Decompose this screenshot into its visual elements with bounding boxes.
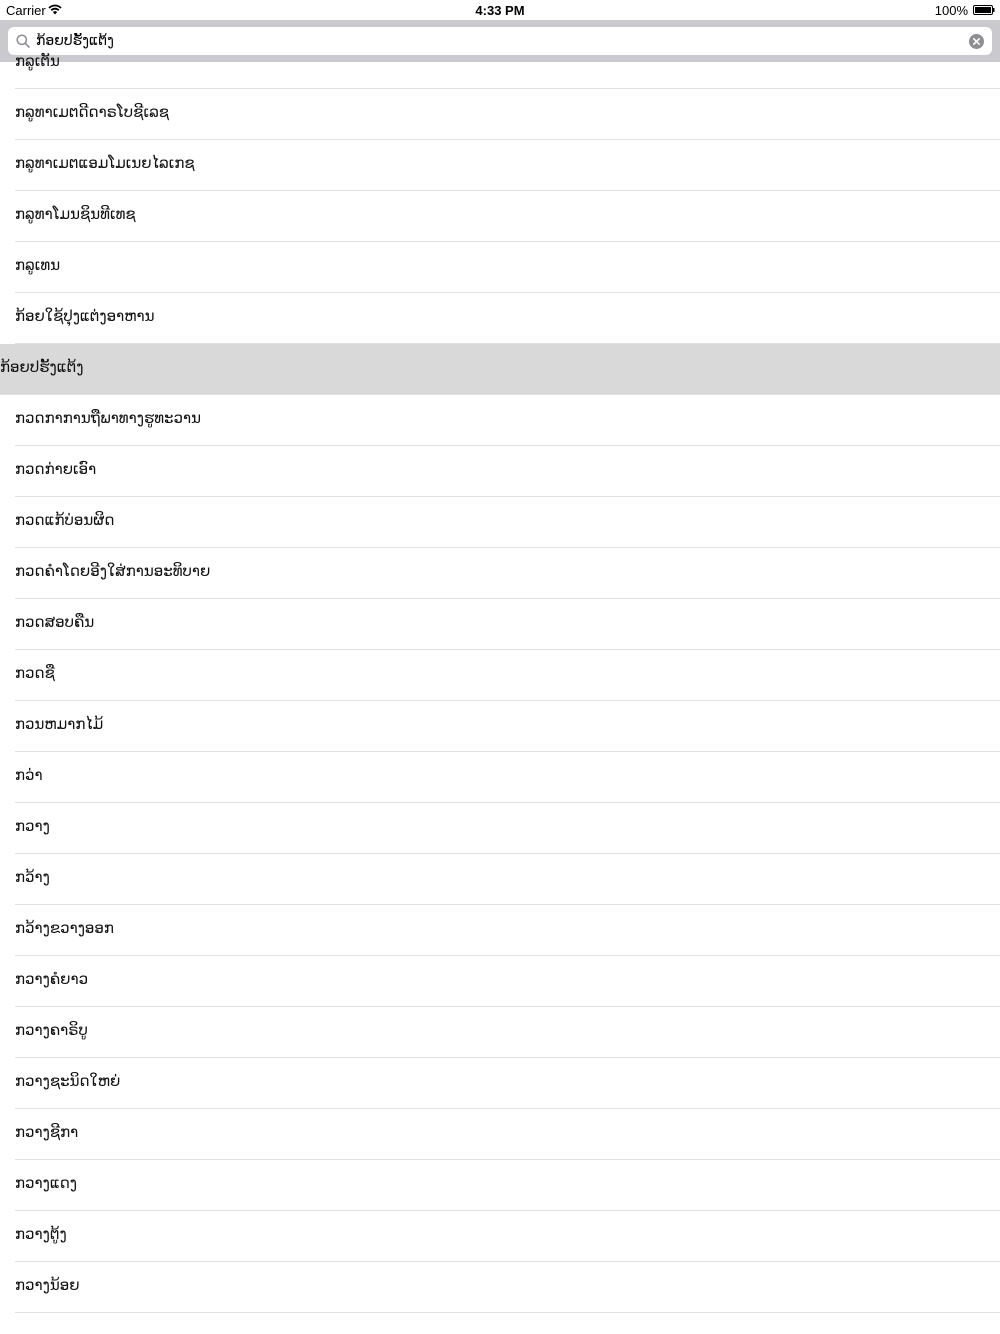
list-item-label: ກວາງຕູ້ງ xyxy=(15,1225,67,1243)
list-item-selected[interactable] xyxy=(0,344,1000,395)
list-item-label: ກລູທາເມຕດີດາຣໂບຊີເລຊ xyxy=(15,103,170,121)
results-list-items xyxy=(0,38,1000,1313)
list-item-label: ກວາງຊະນິດໃຫຍ່ xyxy=(15,1072,121,1090)
list-item-label: ກວດກ່າຍເອົາ xyxy=(15,460,97,478)
list-item-label: ກວດຊື xyxy=(15,664,55,682)
list-item[interactable] xyxy=(15,89,1000,140)
list-item[interactable] xyxy=(15,293,1000,344)
list-item[interactable] xyxy=(15,1058,1000,1109)
list-item[interactable] xyxy=(15,446,1000,497)
list-item-label: ກວາງແດງ xyxy=(15,1174,77,1192)
status-bar xyxy=(0,0,1000,20)
battery-percentage: 100% xyxy=(934,3,968,18)
list-item[interactable] xyxy=(15,191,1000,242)
list-item-label: ກລູເທນ xyxy=(15,256,61,274)
carrier-label: Carrier xyxy=(6,3,46,18)
list-item-label: ກວ້າງຂວາງອອກ xyxy=(15,919,114,937)
list-item-label: ກວ້າງ xyxy=(15,868,50,886)
list-item[interactable] xyxy=(15,650,1000,701)
list-item[interactable] xyxy=(15,599,1000,650)
list-item[interactable] xyxy=(15,956,1000,1007)
list-item-label: ກວນຫມາກໄມ້ xyxy=(15,715,104,733)
list-item[interactable] xyxy=(15,395,1000,446)
list-item[interactable] xyxy=(15,1211,1000,1262)
list-item[interactable] xyxy=(15,803,1000,854)
list-item-label: ກ້ອຍໃຊ້ປຸງແຕ່ງອາຫານ xyxy=(15,307,155,325)
list-item[interactable] xyxy=(15,140,1000,191)
results-list[interactable] xyxy=(0,52,1000,1334)
list-item[interactable] xyxy=(15,905,1000,956)
list-item[interactable] xyxy=(15,1262,1000,1313)
list-item-label: ກວາງຊີກາ xyxy=(15,1123,79,1141)
status-time: 4:33 PM xyxy=(475,3,525,18)
list-item-label: ກວດຄໍາໂດຍອີງໃສ່ການອະທິບາຍ xyxy=(15,562,211,580)
list-item[interactable] xyxy=(15,38,1000,89)
list-item[interactable] xyxy=(15,1007,1000,1058)
list-item-label: ກ້ອຍປຮັ້ງແຕ້ງ xyxy=(0,358,84,376)
list-item-label: ກວດກາການຖືພາທາງຮູທະວານ xyxy=(15,409,201,427)
list-item[interactable] xyxy=(15,1160,1000,1211)
list-item[interactable] xyxy=(15,497,1000,548)
list-item-label: ກວາງ xyxy=(15,817,50,835)
list-item[interactable] xyxy=(15,854,1000,905)
list-item[interactable] xyxy=(15,1109,1000,1160)
list-item-label: ກວາງຄໍຍາວ xyxy=(15,970,89,988)
list-item-label: ກວ່າ xyxy=(15,766,43,784)
list-item-label: ກວດສອບຄືນ xyxy=(15,613,95,631)
list-item-label: ກລູທາເມຕແອມໂມເນຍໄລເກຊ xyxy=(15,154,195,172)
list-item-label: ກວາງຄາຣິບູ xyxy=(15,1021,88,1039)
list-item[interactable] xyxy=(15,752,1000,803)
battery-icon xyxy=(973,5,995,15)
list-item[interactable] xyxy=(15,548,1000,599)
list-item-label: ກລູເຕັນ xyxy=(15,52,60,70)
list-item[interactable] xyxy=(15,242,1000,293)
list-item-label: ກວດແກ້ບ່ອນຜິດ xyxy=(15,511,115,529)
list-item-label: ກລູທາໂມນຊິນທີເທຊ xyxy=(15,205,136,223)
list-item-label: ກວາງນ້ອຍ xyxy=(15,1276,80,1294)
list-item[interactable] xyxy=(15,701,1000,752)
